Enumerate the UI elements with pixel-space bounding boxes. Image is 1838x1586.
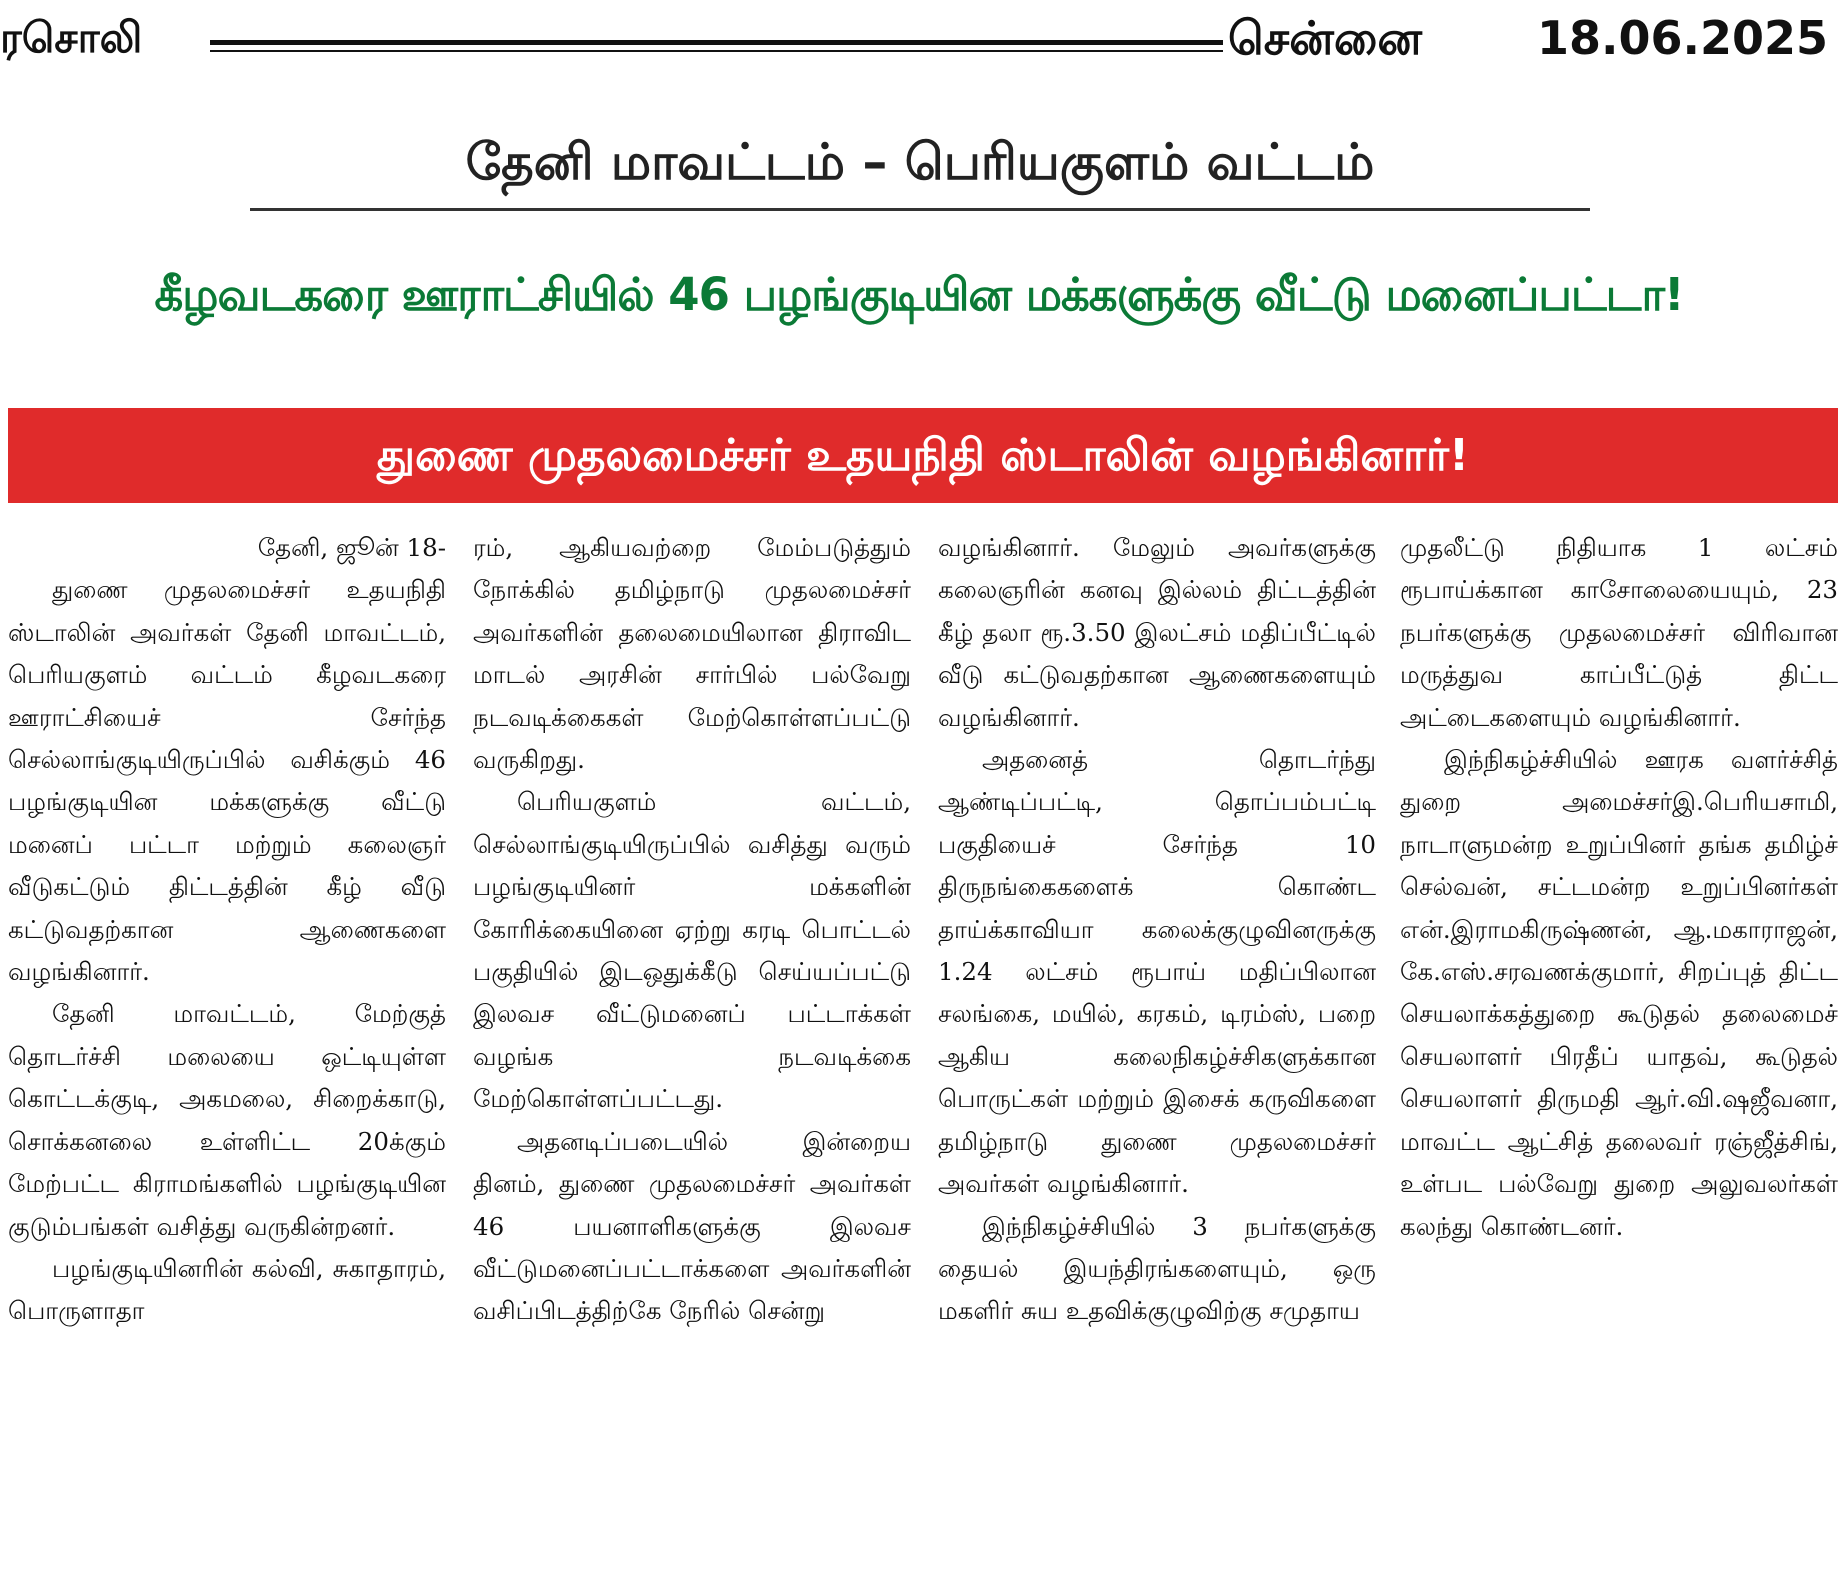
- article-paragraph: ரம், ஆகியவற்றை மேம்படுத்தும் நோக்கில் தமிழ்நாடு முதலமைச்சர் அவர்களின் தலைமையிலான திராவிட மாடல் அரசின் சார்பில் பல்வேறு நடவடிக்கைகள் மேற்கொள்ளப்பட்டு வருகிறது.: [473, 533, 911, 775]
- article-body: [8, 527, 1838, 1586]
- kicker-heading: தேனி மாவட்டம் – பெரியகுளம் வட்டம்: [465, 133, 1375, 191]
- edition-date: 18.06.2025: [1536, 11, 1828, 65]
- main-headline: கீழவடகரை ஊராட்சியில் 46 பழங்குடியின மக்களுக்கு வீட்டு மனைப்பட்டா!: [154, 268, 1684, 321]
- article-paragraph: தேனி மாவட்டம், மேற்குத் தொடர்ச்சி மலையை ஒட்டியுள்ள கொட்டக்குடி, அகமலை, சிறைக்காடு, சொக்கனலை உள்ளிட்ட 20க்கும் மேற்பட்ட கிராமங்களில் பழங்குடியின குடும்பங்கள் வசித்து வருகின்றனர்.: [8, 999, 446, 1241]
- article-paragraph: இந்நிகழ்ச்சியில் ஊரக வளர்ச்சித் துறை அமைச்சர்இ.பெரியசாமி, நாடாளுமன்ற உறுப்பினர் தங்க தமிழ்ச் செல்வன், சட்டமன்ற உறுப்பினர்கள் என்.இராமகிருஷ்ணன், ஆ.மகாராஜன், கே.எஸ்.சரவணக்குமார், சிறப்புத் திட்ட செயலாக்கத்துறை கூடுதல் தலைமைச் செயலாளர் பிரதீப் யாதவ், கூடுதல் செயலாளர் திருமதி ஆர்.வி.ஷஜீவனா, மாவட்ட ஆட்சித் தலைவர் ரஞ்ஜீத்சிங், உள்பட பல்வேறு துறை அலுவலர்கள் கலந்து கொண்டனர்.: [1400, 745, 1838, 1241]
- article-paragraph: அதனடிப்படையில் இன்றைய தினம், துணை முதலமைச்சர் அவர்கள் 46 பயனாளிகளுக்கு இலவச வீட்டுமனைப்பட்டாக்களை அவர்களின் வசிப்பிடத்திற்கே நேரில் சென்று: [473, 1126, 911, 1326]
- masthead-rule: [210, 40, 1223, 52]
- subheadline-text: துணை முதலமைச்சர் உதயநிதி ஸ்டாலின் வழங்கினார்!: [376, 430, 1470, 481]
- dateline: தேனி, ஜூன் 18-: [257, 533, 446, 562]
- article-column-1: [8, 527, 446, 1586]
- newspaper-name: ரசொலி: [0, 13, 143, 62]
- article-paragraph: முதலீட்டு நிதியாக 1 லட்சம் ரூபாய்க்கான காசோலையையும், 23 நபர்களுக்கு முதலமைச்சர் விரிவான மருத்துவ காப்பீட்டுத் திட்ட அட்டைகளையும் வழங்கினார்.: [1400, 533, 1838, 732]
- article-paragraph: பழங்குடியினரின் கல்வி, சுகாதாரம், பொருளாதா: [8, 1253, 446, 1326]
- subheadline-banner: [8, 408, 1838, 503]
- article-column-2: [473, 527, 911, 1586]
- article-column-4: [1400, 527, 1838, 1586]
- article-column-3: [938, 527, 1376, 1586]
- article-paragraph: அதனைத் தொடர்ந்து ஆண்டிப்பட்டி, தொப்பம்பட்டி பகுதியைச் சேர்ந்த 10 திருநங்கைகளைக் கொண்ட தாய்க்காவியா கலைக்குழுவினருக்கு 1.24 லட்சம் ரூபாய் மதிப்பிலான சலங்கை, மயில், கரகம், டிரம்ஸ், பறை ஆகிய கலைநிகழ்ச்சிகளுக்கான பொருட்கள் மற்றும் இசைக் கருவிகளை தமிழ்நாடு துணை முதலமைச்சர் அவர்கள் வழங்கினார்.: [938, 745, 1376, 1199]
- article-paragraph: வழங்கினார். மேலும் அவர்களுக்கு கலைஞரின் கனவு இல்லம் திட்டத்தின் கீழ் தலா ரூ.3.50 இலட்சம் மதிப்பீட்டில் வீடு கட்டுவதற்கான ஆணைகளையும் வழங்கினார்.: [938, 533, 1376, 732]
- article-paragraph: பெரியகுளம் வட்டம், செல்லாங்குடியிருப்பில் வசித்து வரும் பழங்குடியினர் மக்களின் கோரிக்கையினை ஏற்று கரடி பொட்டல் பகுதியில் இடஒதுக்கீடு செய்யப்பட்டு இலவச வீட்டுமனைப் பட்டாக்கள் வழங்க நடவடிக்கை மேற்கொள்ளப்பட்டது.: [473, 787, 911, 1114]
- edition-city: சென்னை: [1228, 11, 1423, 65]
- article-paragraph: துணை முதலமைச்சர் உதயநிதி ஸ்டாலின் அவர்கள் தேனி மாவட்டம், பெரியகுளம் வட்டம் கீழவடகரை ஊராட்சியைச் சேர்ந்த செல்லாங்குடியிருப்பில் வசிக்கும் 46 பழங்குடியின மக்களுக்கு வீட்டு மனைப் பட்டா மற்றும் கலைஞர் வீடுகட்டும் திட்டத்தின் கீழ் வீடு கட்டுவதற்கான ஆணைகளை வழங்கினார்.: [8, 575, 446, 987]
- kicker-rule: [250, 208, 1590, 211]
- masthead: [0, 0, 1838, 90]
- article-paragraph: இந்நிகழ்ச்சியில் 3 நபர்களுக்கு தையல் இயந்திரங்களையும், ஒரு மகளிர் சுய உதவிக்குழுவிற்கு சமுதாய: [938, 1211, 1376, 1326]
